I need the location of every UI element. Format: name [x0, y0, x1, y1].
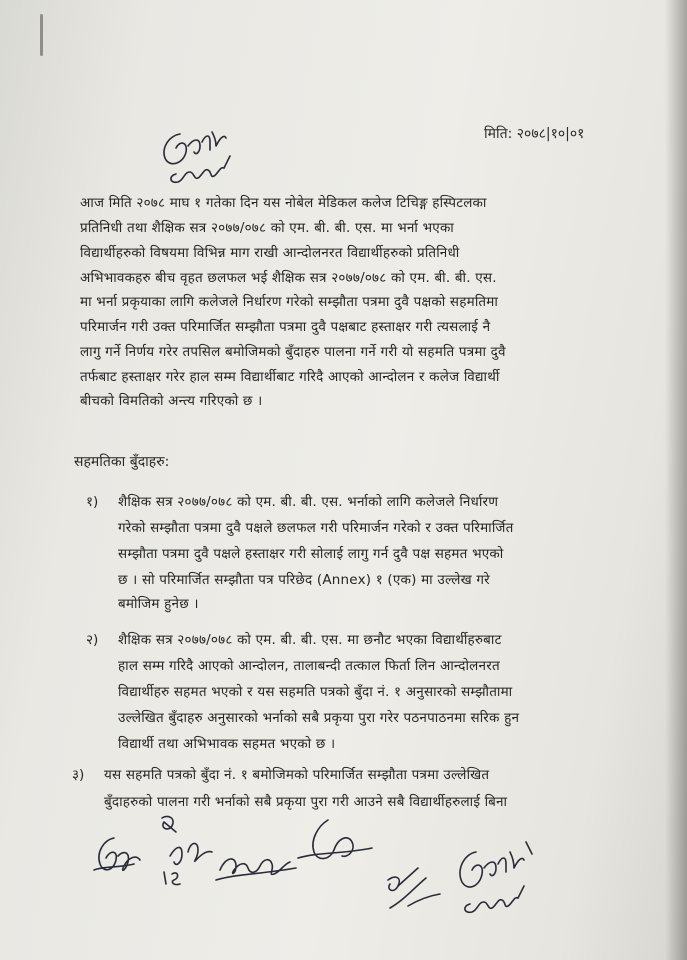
intro-line: प्रतिनिधी तथा शैक्षिक सत्र २०७७/०७८ को एम. बी. बी. एस. मा भर्ना भएका — [80, 220, 455, 236]
page-shadow — [665, 0, 687, 960]
intro-line: विद्यार्थीहरुको विषयमा विभिन्न माग राखी आन्दोलनरत विद्यार्थीहरुको प्रतिनिधी — [80, 245, 460, 261]
point-line: शैक्षिक सत्र २०७७/०७८ को एम. बी. बी. एस. भर्नाको लागि कलेजले निर्धारण — [118, 494, 499, 510]
point-line: सम्झौता पत्रमा दुवै पक्षले हस्ताक्षर गरी सोलाई लागु गर्न दुवै पक्ष सहमत भएको — [118, 546, 504, 562]
point-line: शैक्षिक सत्र २०७७/०७८ को एम. बी. बी. एस. मा छनौट भएका विद्यार्थीहरुबाट — [118, 632, 502, 648]
point-line: विद्यार्थीहरु सहमत भएको र यस सहमति पत्रको बुँदा नं. १ अनुसारको सम्झौतामा — [118, 684, 513, 700]
signature-4 — [288, 812, 378, 882]
point-line: बुँदाहरुको पालना गरी भर्नाको सबै प्रकृया पुरा गरी आउने सबै विद्यार्थीहरुलाई बिना — [104, 794, 508, 810]
point-line: हाल सम्म गरिदै आएको आन्दोलन, तालाबन्दी तत्काल फिर्ता लिन आन्दोलनरत — [118, 658, 500, 674]
point-number: ३) — [72, 767, 85, 783]
paper-crease — [40, 14, 43, 56]
point-line: विद्यार्थी तथा अभिभावक सहमत भएको छ । — [118, 736, 336, 752]
intro-line: आज मिति २०७८ माघ १ गतेका दिन यस नोबेल मेडिकल कलेज टिचिङ्ग हस्पिटलका — [80, 195, 487, 211]
intro-line: मा भर्ना प्रकृयाका लागि कलेजले निर्धारण गरेको सम्झौता पत्रमा दुवै पक्षको सहमतिमा — [80, 294, 499, 310]
top-signature — [150, 112, 250, 192]
intro-line: तर्फबाट हस्ताक्षर गरेर हाल सम्म विद्यार्थीबाट गरिदै आएको आन्दोलन र कलेज विद्यार्थी — [80, 369, 500, 385]
point-line: छ । सो परिमार्जित सम्झौता पत्र परिछेद (Annex) १ (एक) मा उल्लेख गरे — [118, 572, 490, 588]
point-number: १) — [86, 494, 99, 510]
point-line: गरेको सम्झौता पत्रमा दुवै पक्षले छलफल गरी परिमार्जन गरेको र उक्त परिमार्जित — [118, 520, 514, 536]
point-line: यस सहमति पत्रको बुँदा नं. १ बमोजिमको परिमार्जित सम्झौता पत्रमा उल्लेखित — [104, 767, 490, 783]
intro-line: परिमार्जन गरी उक्त परिमार्जित सम्झौता पत्रमा दुवै पक्षबाट हस्ताक्षर गरी त्यसलाई नै — [80, 319, 491, 335]
intro-line: लागु गर्ने निर्णय गरेर तपसिल बमोजिमको बुँदाहरु पालना गर्ने गरी यो सहमति पत्रमा दुवै — [80, 344, 506, 360]
point-line: बमोजिम हुनेछ । — [118, 596, 199, 612]
intro-line: अभिभावकहरु बीच वृहत छलफल भई शैक्षिक सत्र २०७७/०७८ को एम. बी. बी. एस. — [80, 270, 497, 286]
document-date: मिति: २०७८|१०|०१ — [484, 126, 585, 142]
signature-1 — [84, 830, 154, 890]
point-number: २) — [86, 632, 99, 648]
points-heading: सहमतिका बुँदाहरु: — [74, 454, 170, 470]
signature-5 — [378, 860, 448, 920]
signature-6 — [446, 832, 556, 932]
intro-line: बीचको विमतिको अन्त्य गरिएको छ । — [80, 393, 263, 409]
point-line: उल्लेखित बुँदाहरु अनुसारको भर्नाको सबै प्रकृया पुरा गरेर पठनपाठनमा सरिक हुन — [118, 710, 520, 726]
